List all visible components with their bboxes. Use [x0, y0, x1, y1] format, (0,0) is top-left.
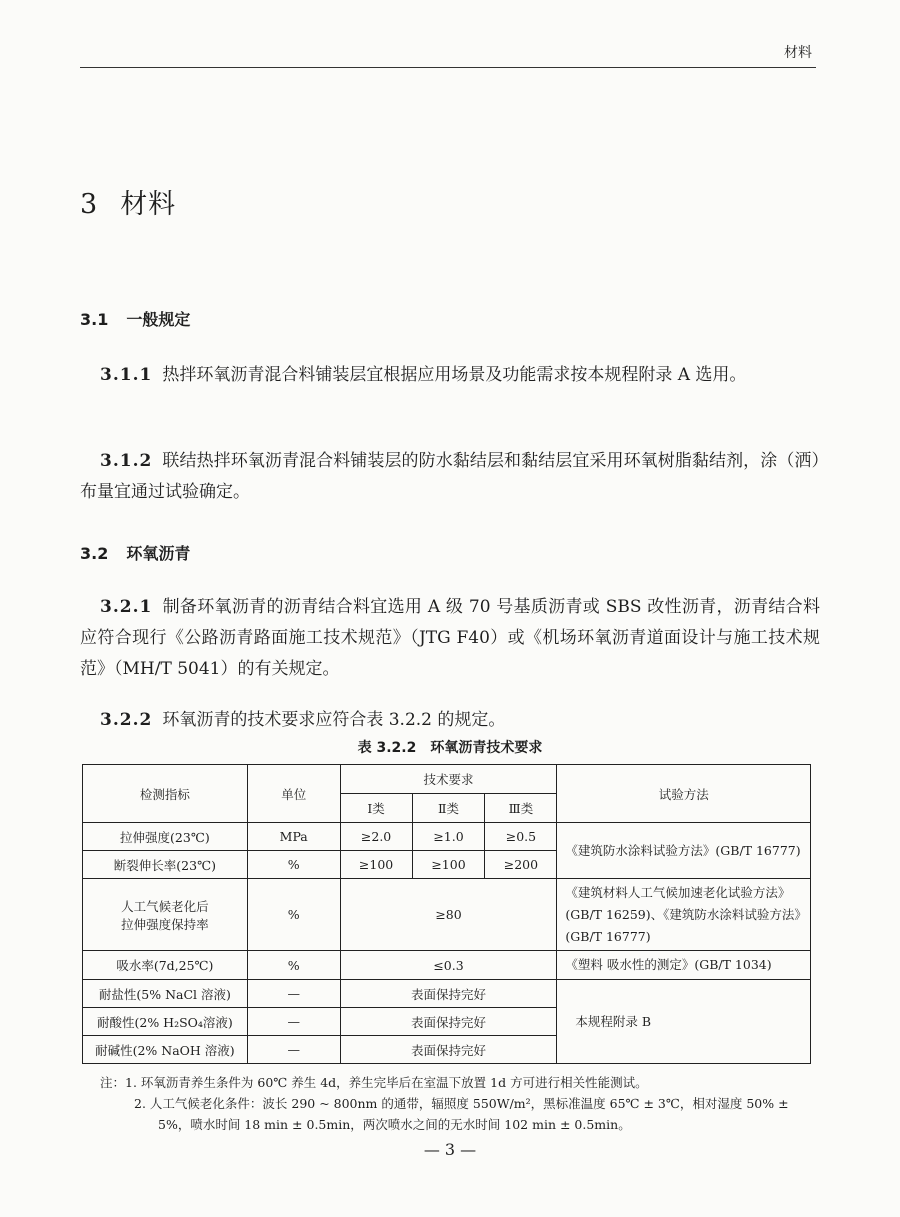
cell-value: ≤0.3	[340, 951, 557, 980]
cell-indicator	[83, 879, 248, 951]
note-2-line-1: 2. 人工气候老化条件：波长 290 ~ 800nm 的通带，辐照度 550W/m²，黑标准温度 65℃ ± 3℃，相对湿度 50% ±	[134, 1096, 789, 1111]
table-row	[83, 951, 811, 980]
cell-unit: %	[247, 879, 340, 951]
clause-3-2-2	[80, 705, 820, 736]
spec-table	[82, 764, 811, 1064]
note-2-line-2: 5%，喷水时间 18 min ± 0.5min，两次喷水之间的无水时间 102 min ± 0.5min。	[158, 1117, 631, 1132]
header-indicator: 检测指标	[83, 765, 248, 823]
header-class-1: Ⅰ类	[340, 794, 412, 823]
cell-method: 本规程附录 B	[557, 980, 811, 1064]
cell-method: 《建筑防水涂料试验方法》(GB/T 16777)	[557, 823, 811, 879]
cell-value: 表面保持完好	[340, 1008, 557, 1036]
cell-unit: —	[247, 1036, 340, 1064]
note-1	[100, 1072, 820, 1093]
cell-indicator-line: 人工气候老化后	[121, 898, 209, 914]
table-notes	[100, 1072, 820, 1135]
cell-value: 表面保持完好	[340, 980, 557, 1008]
section-heading-3-2	[80, 541, 190, 564]
clause-number: 3.1.2	[100, 451, 153, 471]
cell-indicator-line: 拉伸强度保持率	[121, 916, 209, 932]
table-row	[83, 980, 811, 1008]
cell-class-3: ≥0.5	[485, 823, 557, 851]
cell-unit: %	[247, 851, 340, 879]
clause-text: 环氧沥青的技术要求应符合表 3.2.2 的规定。	[162, 710, 506, 730]
header-requirement: 技术要求	[340, 765, 557, 794]
cell-class-1: ≥100	[340, 851, 412, 879]
chapter-number: 3	[80, 189, 99, 220]
cell-class-1: ≥2.0	[340, 823, 412, 851]
cell-method: 《塑料 吸水性的测定》(GB/T 1034)	[557, 951, 811, 980]
section-number: 3.2	[80, 544, 109, 563]
cell-indicator: 耐酸性(2% H₂SO₄溶液)	[83, 1008, 248, 1036]
clause-3-2-1	[80, 592, 820, 685]
notes-label: 注：	[100, 1075, 126, 1090]
cell-unit: —	[247, 980, 340, 1008]
page-number: — 3 —	[423, 1140, 477, 1159]
clause-text: 制备环氧沥青的沥青结合料宜选用 A 级 70 号基质沥青或 SBS 改性沥青，沥青结合料应符合现行《公路沥青路面施工技术规范》（JTG F40）或《机场环氧沥青道面设计与施工技术规范》（MH/T 5041）的有关规定。	[80, 597, 820, 679]
clause-3-1-1	[80, 360, 820, 391]
table-number: 表 3.2.2	[357, 740, 417, 756]
note-2	[100, 1093, 820, 1135]
cell-indicator: 断裂伸长率(23℃)	[83, 851, 248, 879]
cell-value: ≥80	[340, 879, 557, 951]
table-title: 环氧沥青技术要求	[430, 740, 543, 756]
cell-indicator: 耐碱性(2% NaOH 溶液)	[83, 1036, 248, 1064]
cell-indicator: 拉伸强度(23℃)	[83, 823, 248, 851]
cell-indicator: 耐盐性(5% NaCl 溶液)	[83, 980, 248, 1008]
header-method: 试验方法	[557, 765, 811, 823]
cell-class-3: ≥200	[485, 851, 557, 879]
cell-unit: MPa	[247, 823, 340, 851]
table-caption	[0, 737, 900, 757]
header-rule	[80, 67, 816, 68]
header-unit: 单位	[247, 765, 340, 823]
cell-indicator: 吸水率(7d,25℃)	[83, 951, 248, 980]
cell-unit: —	[247, 1008, 340, 1036]
chapter-title	[80, 182, 176, 221]
cell-value: 表面保持完好	[340, 1036, 557, 1064]
note-1-text: 1. 环氧沥青养生条件为 60℃ 养生 4d，养生完毕后在室温下放置 1d 方可进行相关性能测试。	[125, 1075, 648, 1090]
clause-number: 3.1.1	[100, 365, 153, 385]
cell-class-2: ≥100	[412, 851, 485, 879]
section-title: 一般规定	[126, 310, 191, 329]
chapter-name: 材料	[120, 189, 177, 220]
table-header-row	[83, 765, 811, 794]
header-class-3: Ⅲ类	[485, 794, 557, 823]
clause-text: 热拌环氧沥青混合料铺装层宜根据应用场景及功能需求按本规程附录 A 选用。	[162, 365, 747, 385]
table-row	[83, 879, 811, 951]
clause-number: 3.2.1	[100, 597, 153, 617]
cell-class-2: ≥1.0	[412, 823, 485, 851]
clause-3-1-2	[80, 446, 820, 508]
cell-unit: %	[247, 951, 340, 980]
clause-text: 联结热拌环氧沥青混合料铺装层的防水黏结层和黏结层宜采用环氧树脂黏结剂，涂（洒）布量宜通过试验确定。	[80, 451, 820, 502]
table-row	[83, 823, 811, 851]
clause-number: 3.2.2	[100, 710, 153, 730]
section-heading-3-1	[80, 307, 190, 330]
section-number: 3.1	[80, 310, 109, 329]
header-class-2: Ⅱ类	[412, 794, 485, 823]
section-title: 环氧沥青	[126, 544, 191, 563]
running-header: 材料	[784, 45, 812, 61]
cell-method: 《建筑材料人工气候加速老化试验方法》(GB/T 16259)、《建筑防水涂料试验方法》(GB/T 16777)	[557, 879, 811, 951]
